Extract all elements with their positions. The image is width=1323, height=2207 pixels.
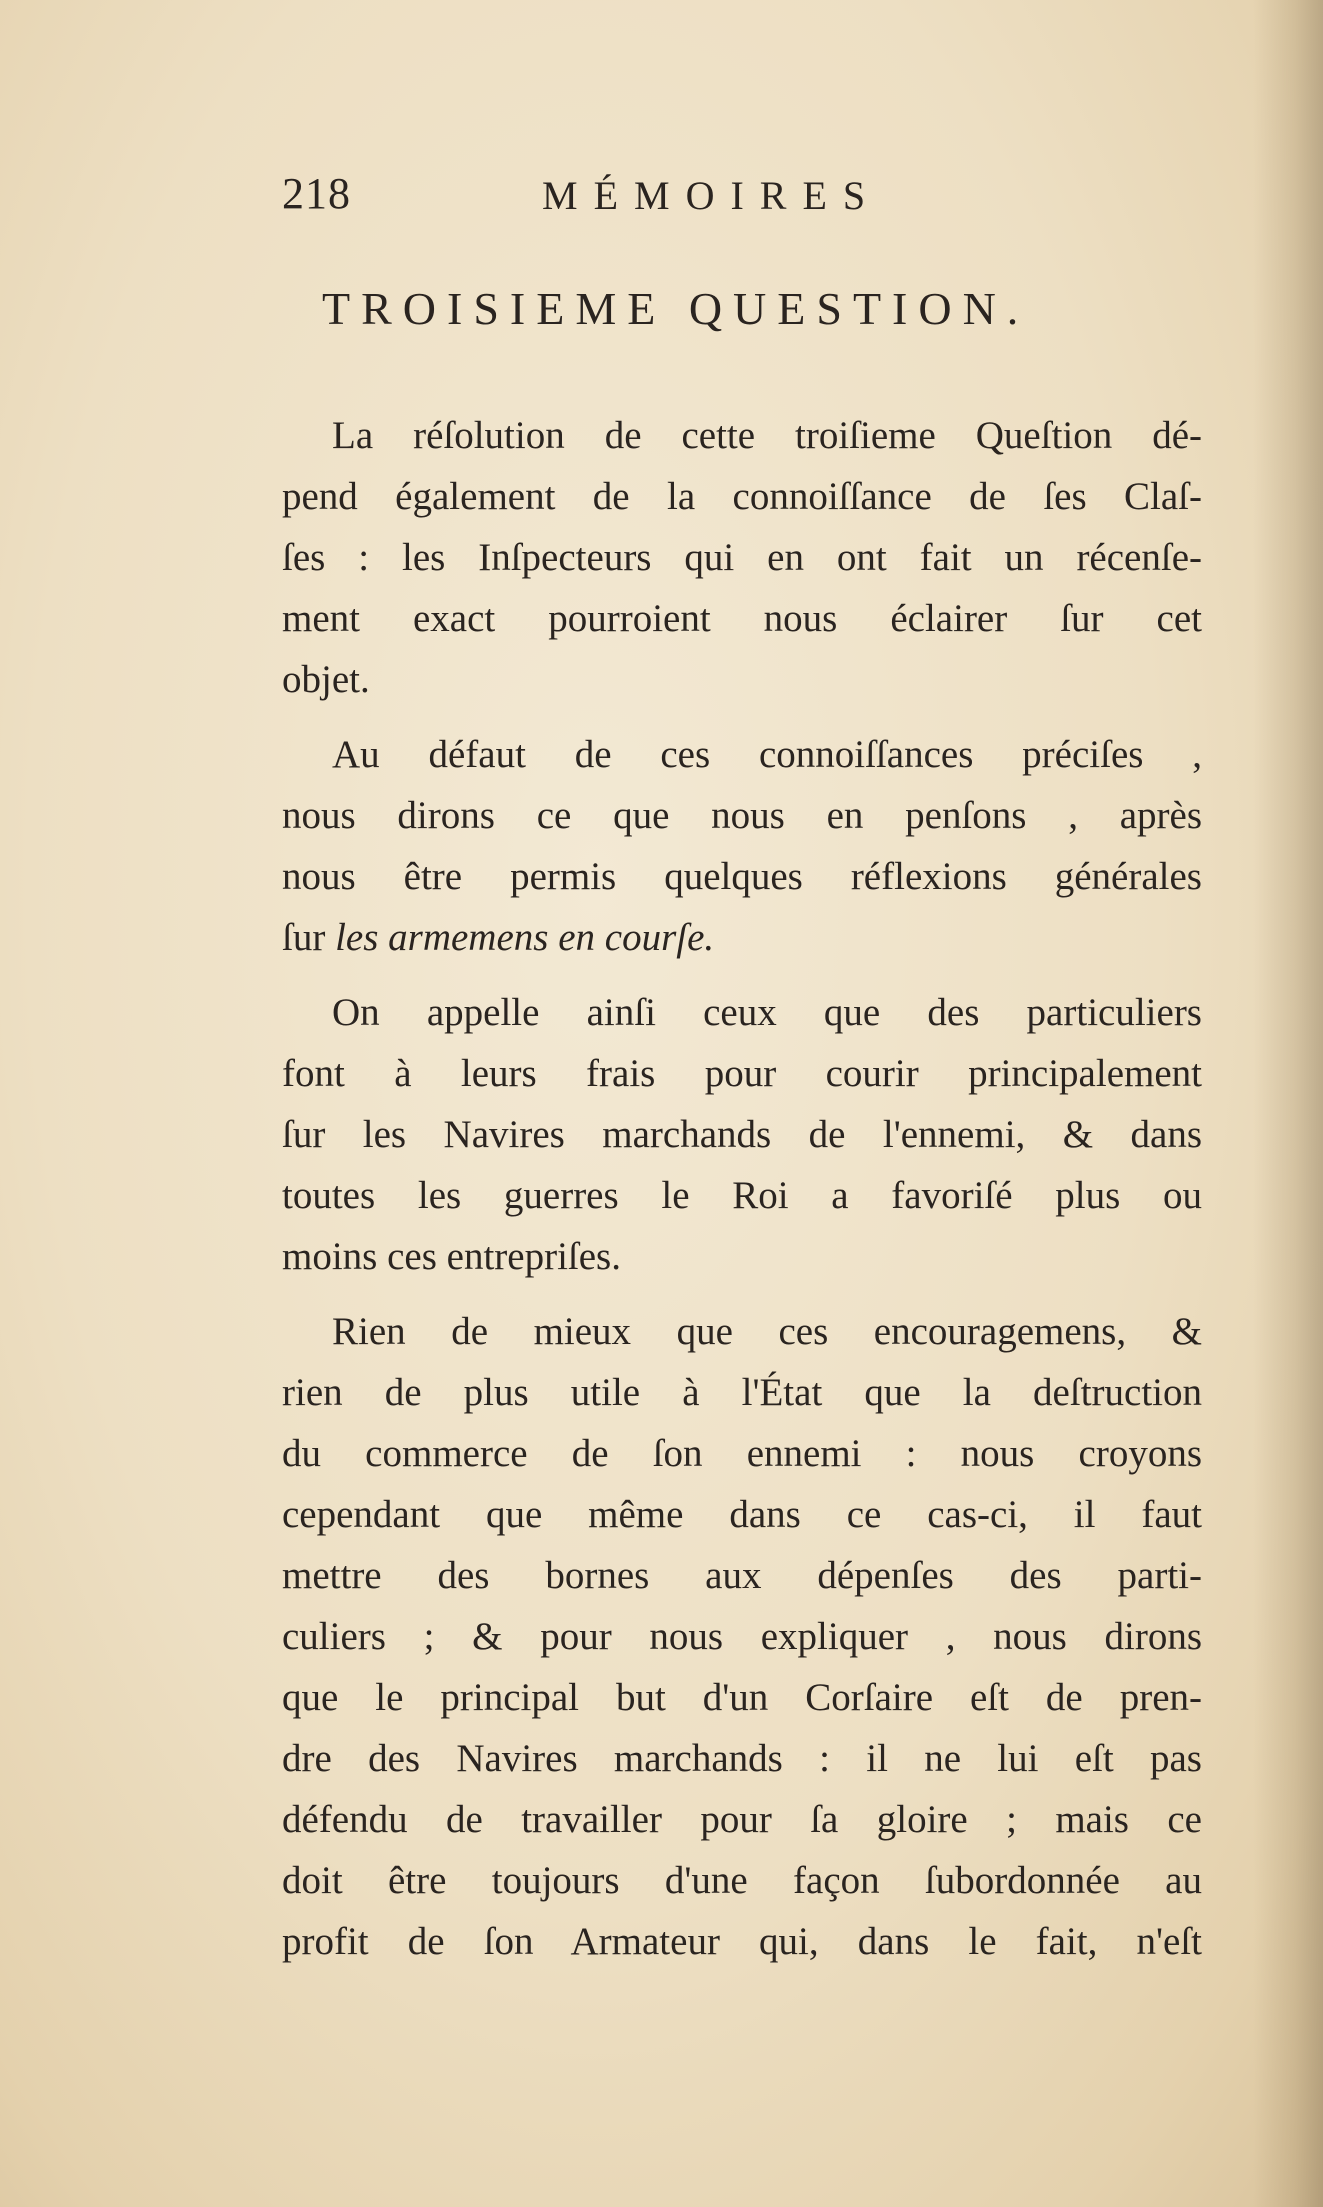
text-line: du commerce de ſon ennemi : nous croyons <box>282 1432 1202 1475</box>
italic-phrase: les armemens en courſe. <box>335 916 715 959</box>
text-line: font à leurs frais pour courir principalement <box>282 1052 1202 1095</box>
text-line: moins ces entrepriſes. <box>282 1235 621 1278</box>
text-line: nous être permis quelques réflexions générales <box>282 855 1202 898</box>
text-line: nous dirons ce que nous en penſons , après <box>282 794 1202 837</box>
text-line: doit être toujours d'une façon ſubordonnée au <box>282 1859 1202 1902</box>
text-line: défendu de travailler pour ſa gloire ; mais ce <box>282 1798 1202 1841</box>
text-line: mettre des bornes aux dépenſes des parti- <box>282 1554 1202 1597</box>
paragraph-3 <box>282 982 1202 1287</box>
text-line: ſes : les Inſpecteurs qui en ont fait un récenſe- <box>282 536 1202 579</box>
text-line: Au défaut de ces connoiſſances préciſes , <box>332 733 1202 776</box>
line-prefix: ſur <box>282 916 336 959</box>
text-line: profit de ſon Armateur qui, dans le fait, n'eſt <box>282 1920 1202 1963</box>
text-line: dre des Navires marchands : il ne lui eſt pas <box>282 1737 1202 1780</box>
text-line <box>282 907 1202 968</box>
paragraph-2 <box>282 724 1202 968</box>
text-line: La réſolution de cette troiſieme Queſtion dé- <box>332 414 1202 457</box>
text-line: toutes les guerres le Roi a favoriſé plus ou <box>282 1174 1202 1217</box>
text-line: objet. <box>282 658 370 701</box>
text-line: pend également de la connoiſſance de ſes Claſ- <box>282 475 1202 518</box>
page-number: 218 <box>282 169 351 218</box>
text-line: rien de plus utile à l'État que la deſtruction <box>282 1371 1202 1414</box>
paragraph-4 <box>282 1301 1202 1972</box>
text-line: cependant que même dans ce cas-ci, il faut <box>282 1493 1202 1536</box>
text-line: On appelle ainſi ceux que des particuliers <box>332 991 1202 1034</box>
running-title: MÉMOIRES <box>542 173 882 218</box>
section-heading: TROISIEME QUESTION. <box>322 283 1030 334</box>
text-line: culiers ; & pour nous expliquer , nous dirons <box>282 1615 1202 1658</box>
text-line: ment exact pourroient nous éclairer ſur cet <box>282 597 1202 640</box>
text-line: ſur les Navires marchands de l'ennemi, & dans <box>282 1113 1202 1156</box>
body-text <box>282 405 1202 1972</box>
text-line: que le principal but d'un Corſaire eſt de pren- <box>282 1676 1202 1719</box>
running-head <box>282 168 1042 228</box>
gutter-shadow <box>1253 0 1323 2207</box>
paragraph-1 <box>282 405 1202 710</box>
text-line: Rien de mieux que ces encouragemens, & <box>332 1310 1202 1353</box>
